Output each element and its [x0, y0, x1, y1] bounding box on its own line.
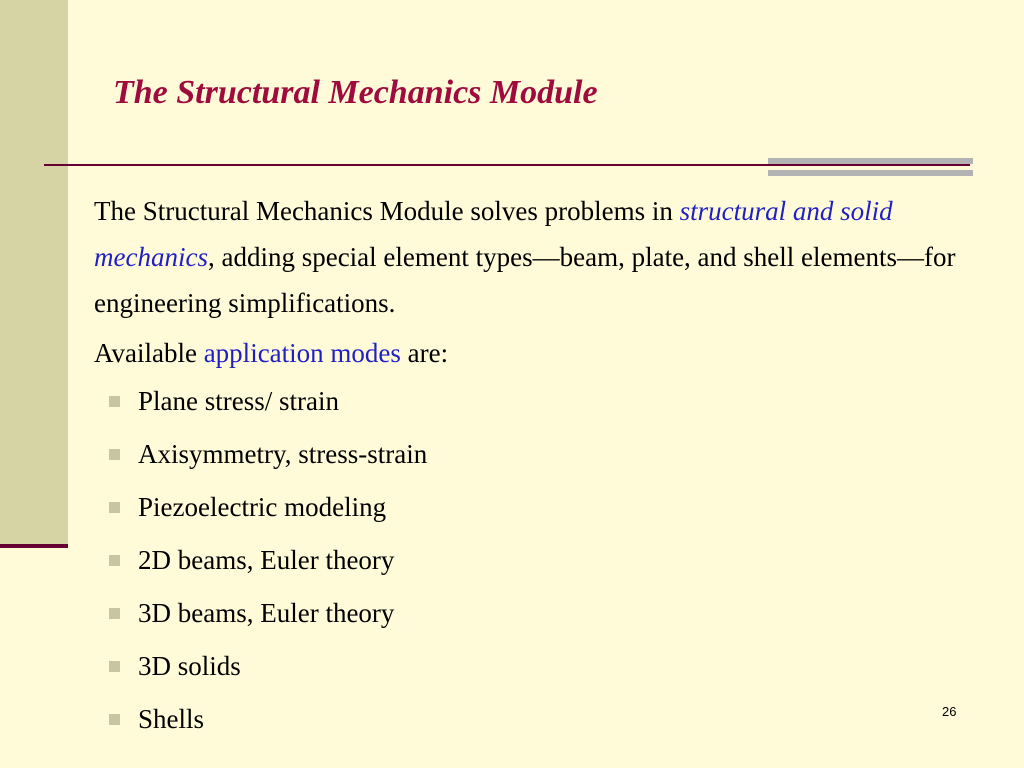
- bullet-square-icon: [109, 502, 120, 513]
- page-number: 26: [942, 704, 957, 719]
- sidebar-decoration: [0, 0, 68, 544]
- intro-text-start: The Structural Mechanics Module solves problems in: [94, 196, 680, 226]
- mode-label: Plane stress/ strain: [138, 386, 339, 416]
- available-suffix: are:: [400, 338, 449, 368]
- list-item: [94, 491, 994, 544]
- intro-paragraph: [94, 188, 984, 326]
- mode-label: 3D solids: [138, 651, 241, 681]
- list-item: [94, 650, 994, 703]
- sidebar-rule: [0, 544, 68, 548]
- intro-text-end: , adding special element types—beam, plate, and shell elements—for engineering simplifications.: [94, 242, 956, 318]
- mode-label: Shells: [138, 704, 205, 734]
- available-modes-heading: [94, 333, 984, 373]
- bullet-square-icon: [109, 396, 120, 407]
- bullet-square-icon: [109, 608, 120, 619]
- available-prefix: Available: [94, 338, 204, 368]
- intro-emphasis: structural and solid mechanics: [94, 196, 893, 272]
- available-highlight: application modes: [203, 338, 401, 368]
- modes-list: [94, 385, 994, 756]
- mode-label: 2D beams, Euler theory: [138, 545, 395, 575]
- accent-stripe: [768, 170, 973, 176]
- mode-label: Piezoelectric modeling: [138, 492, 387, 522]
- bullet-square-icon: [109, 661, 120, 672]
- title-accent-bar: [768, 158, 973, 178]
- list-item: [94, 385, 994, 438]
- list-item: [94, 438, 994, 491]
- bullet-square-icon: [109, 449, 120, 460]
- slide-content: [94, 188, 994, 756]
- list-item: [94, 703, 994, 756]
- accent-stripe: [768, 158, 973, 164]
- bullet-square-icon: [109, 714, 120, 725]
- mode-label: Axisymmetry, stress-strain: [138, 439, 428, 469]
- list-item: [94, 544, 994, 597]
- list-item: [94, 597, 994, 650]
- bullet-square-icon: [109, 555, 120, 566]
- slide-title: The Structural Mechanics Module: [113, 74, 598, 111]
- mode-label: 3D beams, Euler theory: [138, 598, 395, 628]
